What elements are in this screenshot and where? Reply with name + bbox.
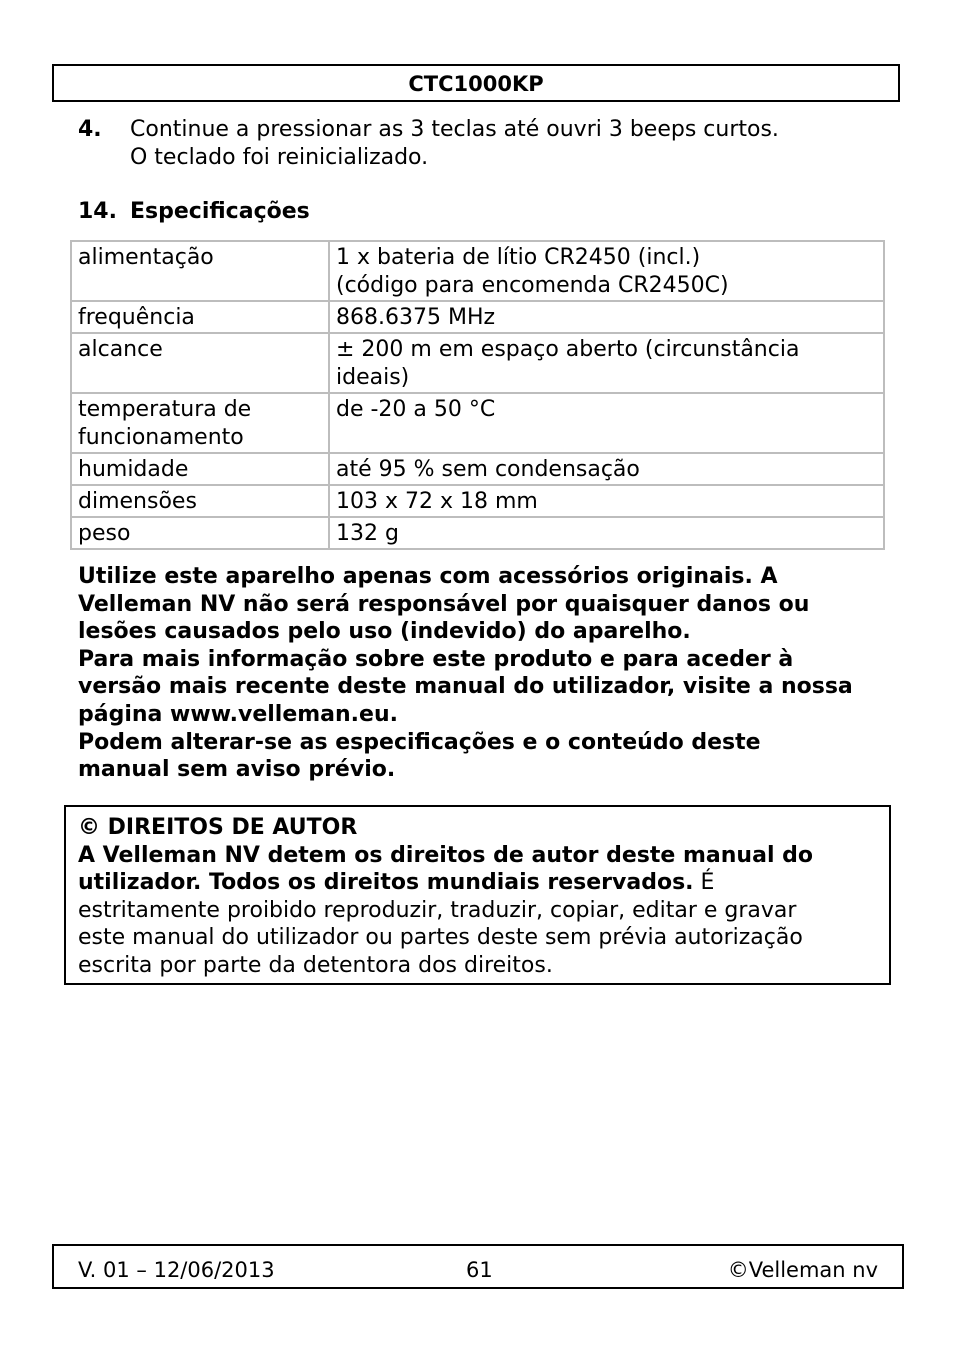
spec-value: 103 x 72 x 18 mm: [329, 485, 884, 517]
page-footer: [52, 1244, 904, 1289]
spec-label: frequência: [71, 301, 329, 333]
spec-value: até 95 % sem condensação: [329, 453, 884, 485]
table-row: [71, 393, 884, 453]
copyright-line: A Velleman NV detem os direitos de autor deste manual do: [78, 842, 814, 868]
spec-label: humidade: [71, 453, 329, 485]
spec-value: 132 g: [329, 517, 884, 549]
section-number: 14.: [78, 199, 117, 224]
step-line-2: O teclado foi reinicializado.: [130, 145, 429, 170]
section-title: Especificações: [130, 199, 310, 224]
spec-value: [329, 241, 884, 301]
table-row: [71, 301, 884, 333]
step-number: 4.: [78, 117, 102, 142]
copyright-plain-text: É: [693, 870, 715, 896]
copyright-line: este manual do utilizador ou partes deste sem prévia autorização: [78, 925, 803, 951]
copyright-line: estritamente proibido reproduzir, traduzir, copiar, editar e gravar: [78, 897, 797, 923]
notice-text: [78, 563, 898, 784]
table-row: [71, 333, 884, 393]
spec-value-line: ideais): [336, 365, 410, 390]
version-date: V. 01 – 12/06/2013: [78, 1258, 275, 1282]
section-heading: [78, 198, 310, 226]
table-row: [71, 241, 884, 301]
spec-label: peso: [71, 517, 329, 549]
notice-line: Podem alterar-se as especificações e o conteúdo deste: [78, 729, 761, 755]
spec-label: alimentação: [71, 241, 329, 301]
copyright-heading: © DIREITOS DE AUTOR: [78, 815, 358, 840]
table-row: [71, 517, 884, 549]
notice-line: manual sem aviso prévio.: [78, 757, 396, 783]
spec-value: [329, 333, 884, 393]
spec-value-line: 1 x bateria de lítio CR2450 (incl.): [336, 245, 701, 270]
spec-label: dimensões: [71, 485, 329, 517]
spec-label: [71, 393, 329, 453]
notice-line: Utilize este aparelho apenas com acessórios originais. A: [78, 564, 778, 589]
notice-paragraph-2: [78, 646, 898, 729]
product-code: CTC1000KP: [408, 72, 544, 96]
notice-line: versão mais recente deste manual do utilizador, visite a nossa: [78, 674, 853, 700]
spec-value: 868.6375 MHz: [329, 301, 884, 333]
spec-label-line: funcionamento: [78, 425, 244, 450]
table-row: [71, 453, 884, 485]
spec-value-line: (código para encomenda CR2450C): [336, 273, 729, 298]
table-row: [71, 485, 884, 517]
specifications-table: [70, 240, 885, 550]
copyright-bold-text: utilizador. Todos os direitos mundiais reservados.: [78, 870, 694, 896]
notice-line: Velleman NV não será responsável por quaisquer danos ou: [78, 591, 810, 617]
notice-line: página www.velleman.eu.: [78, 701, 398, 727]
spec-label-line: temperatura de: [78, 397, 252, 422]
copyright-line: escrita por parte da detentora dos direitos.: [78, 952, 553, 978]
footer-copyright: ©Velleman nv: [727, 1258, 878, 1282]
copyright-line: [78, 869, 877, 897]
step-line-1: Continue a pressionar as 3 teclas até ouvri 3 beeps curtos.: [130, 117, 779, 142]
spec-value-line: ± 200 m em espaço aberto (circunstância: [336, 337, 800, 362]
page-number: 61: [466, 1258, 493, 1282]
spec-value: de -20 a 50 °C: [329, 393, 884, 453]
notice-line: lesões causados pelo uso (indevido) do aparelho.: [78, 619, 691, 645]
copyright-notice: [64, 805, 891, 985]
step-text: [130, 116, 779, 172]
notice-paragraph-3: [78, 729, 898, 784]
document-header: [52, 64, 900, 102]
notice-line: Para mais informação sobre este produto e para aceder à: [78, 646, 794, 672]
notice-paragraph-1: [78, 563, 898, 646]
spec-label: alcance: [71, 333, 329, 393]
